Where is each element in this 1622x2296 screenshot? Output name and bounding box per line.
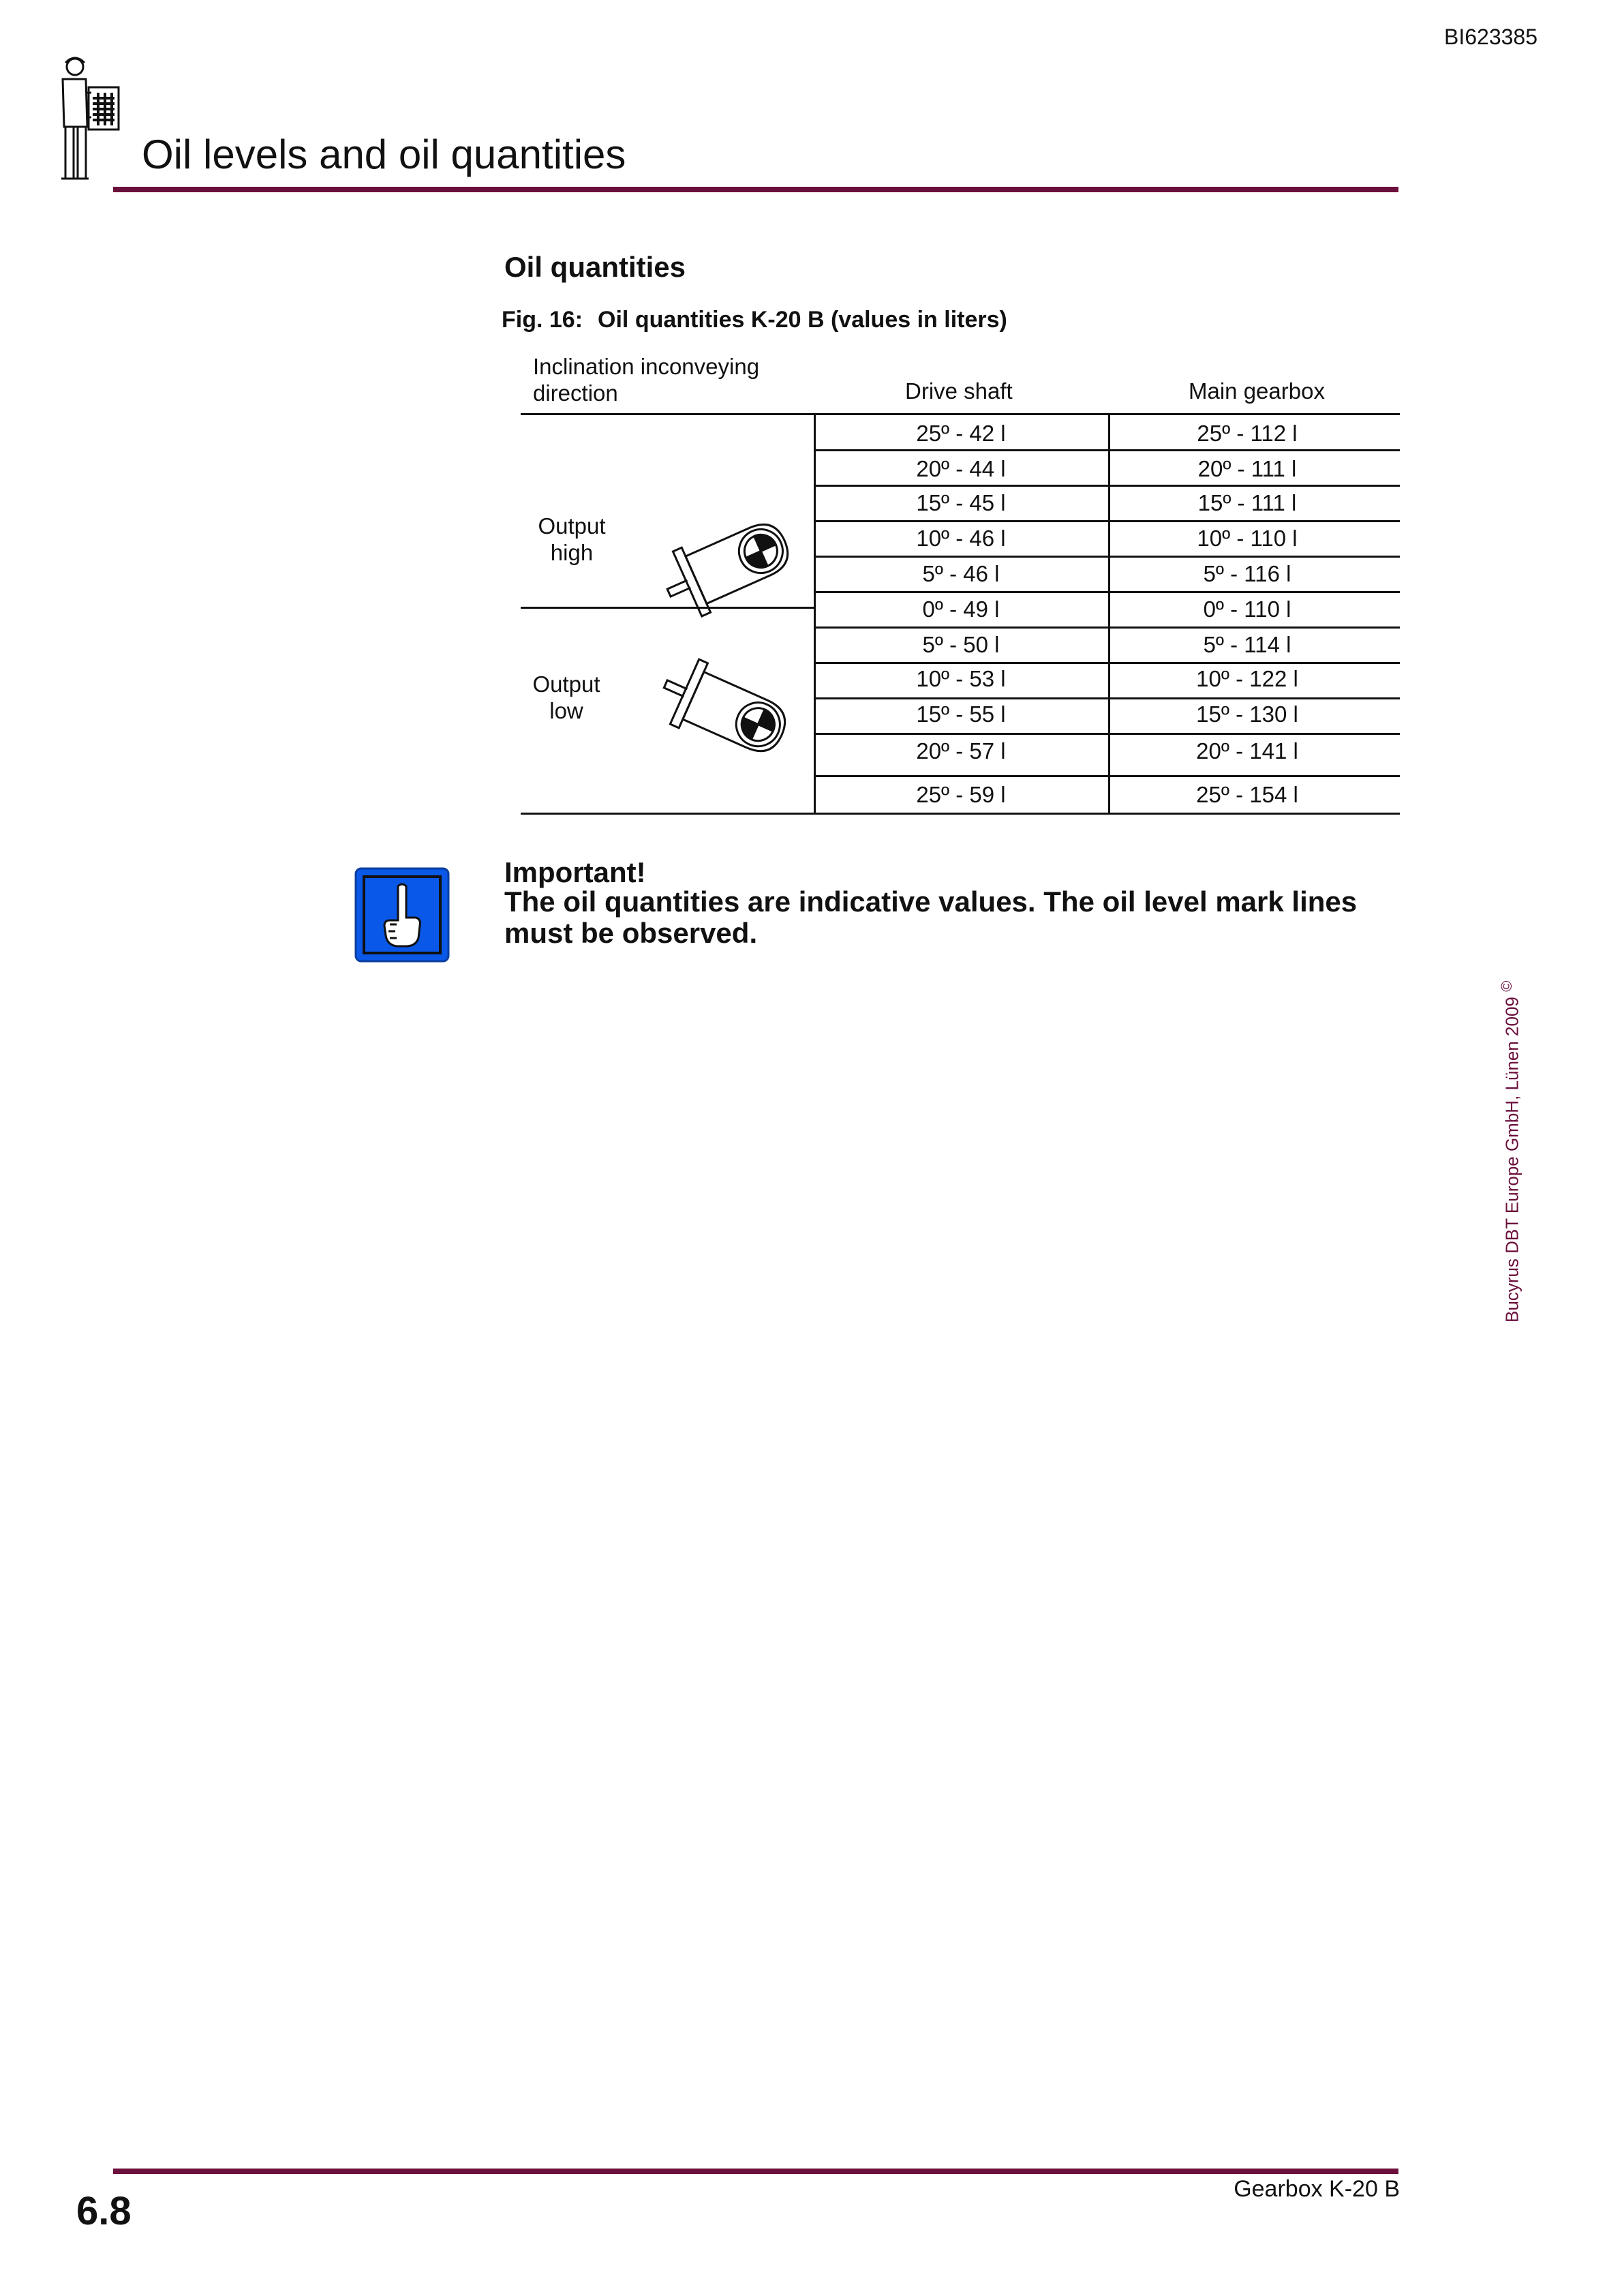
note-title: Important!: [504, 856, 646, 888]
table-bottom-rule: [521, 813, 1400, 815]
group-label-output-low: Output low: [532, 671, 600, 723]
note-body: The oil quantities are indicative values. The oil level mark lines must be observed.: [504, 886, 1358, 949]
drive-shaft-cell: 0º - 49 l: [922, 596, 1000, 622]
row-divider: [814, 485, 1400, 487]
drive-shaft-cell: 15º - 45 l: [916, 490, 1006, 515]
page-title: Oil levels and oil quantities: [142, 132, 626, 177]
main-gearbox-cell: 25º - 112 l: [1197, 421, 1298, 446]
gearbox-output-high-icon: [658, 498, 808, 622]
main-gearbox-cell: 15º - 111 l: [1197, 490, 1297, 515]
main-gearbox-cell: 0º - 110 l: [1203, 596, 1291, 622]
row-divider: [814, 697, 1400, 699]
row-divider: [814, 733, 1400, 735]
oil-quantities-table: [521, 349, 1400, 814]
drive-shaft-cell: 10º - 46 l: [916, 526, 1006, 551]
main-gearbox-cell: 5º - 116 l: [1203, 561, 1291, 586]
main-gearbox-cell: 20º - 111 l: [1197, 456, 1297, 481]
section-heading: Oil quantities: [504, 251, 686, 283]
row-divider: [814, 556, 1400, 558]
footer-document-title: Gearbox K-20 B: [1234, 2176, 1400, 2202]
header-rule: [113, 187, 1398, 192]
column-divider-left: [814, 413, 816, 815]
main-gearbox-cell: 5º - 114 l: [1203, 632, 1291, 657]
row-divider: [814, 520, 1400, 522]
maintenance-worker-icon: [48, 52, 132, 181]
drive-shaft-cell: 10º - 53 l: [916, 666, 1006, 691]
main-gearbox-cell: 10º - 110 l: [1197, 526, 1298, 551]
drive-shaft-cell: 5º - 46 l: [922, 561, 1000, 586]
column-header-drive-shaft: Drive shaft: [905, 378, 1013, 404]
main-gearbox-cell: 25º - 154 l: [1196, 782, 1298, 807]
column-divider-right: [1108, 413, 1110, 815]
main-gearbox-cell: 20º - 141 l: [1196, 738, 1298, 764]
main-gearbox-cell: 10º - 122 l: [1196, 666, 1298, 691]
row-divider: [814, 662, 1400, 664]
header-divider: [521, 413, 1400, 415]
row-divider: [814, 449, 1400, 451]
figure-label: Fig. 16:: [502, 307, 583, 333]
figure-caption: [502, 307, 1007, 333]
drive-shaft-cell: 5º - 50 l: [922, 632, 1000, 657]
footer-rule: [113, 2169, 1398, 2174]
row-divider: [814, 775, 1400, 777]
drive-shaft-cell: 20º - 57 l: [916, 738, 1006, 764]
row-divider: [814, 626, 1400, 629]
row-divider: [814, 591, 1400, 593]
copyright-notice: [1498, 981, 1523, 1323]
gearbox-output-low-icon: [658, 646, 808, 773]
figure-caption-text: Oil quantities K-20 B (values in liters): [598, 307, 1007, 333]
document-id: BI623385: [1443, 25, 1537, 49]
page-number: 6.8: [76, 2189, 132, 2233]
pointing-hand-icon: [354, 867, 450, 963]
group-label-output-high: Output high: [538, 513, 606, 565]
column-header-inclination: Inclination inconveying direction: [533, 354, 760, 406]
drive-shaft-cell: 15º - 55 l: [916, 701, 1006, 727]
copyright-text: Bucyrus DBT Europe GmbH, Lünen 2009: [1501, 997, 1522, 1323]
drive-shaft-cell: 25º - 42 l: [916, 421, 1006, 446]
copyright-symbol: ©: [1498, 980, 1515, 992]
drive-shaft-cell: 25º - 59 l: [916, 782, 1006, 807]
main-gearbox-cell: 15º - 130 l: [1196, 701, 1298, 727]
drive-shaft-cell: 20º - 44 l: [916, 456, 1006, 481]
column-header-main-gearbox: Main gearbox: [1189, 378, 1325, 404]
